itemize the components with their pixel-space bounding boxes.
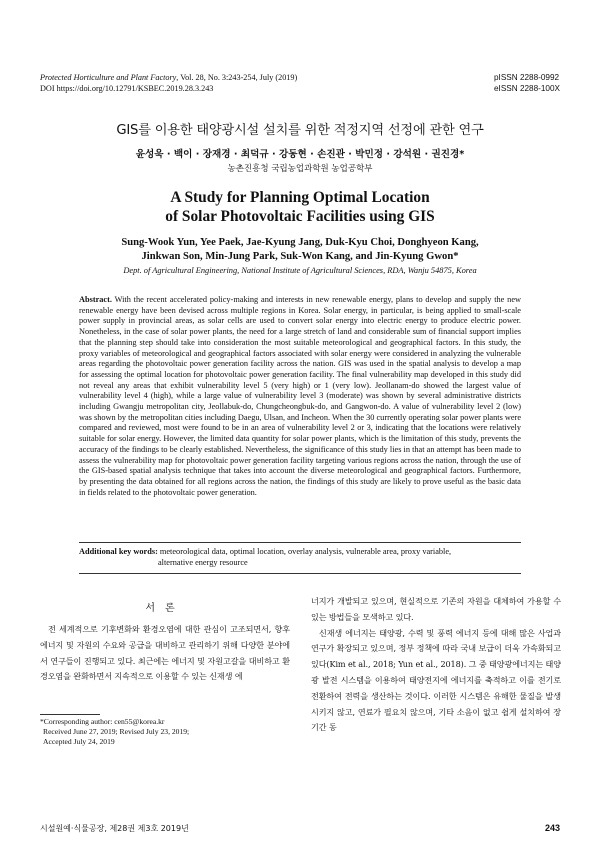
eissn: eISSN 2288-100X [494,84,560,93]
keywords [79,546,521,568]
abstract-label: Abstract. [79,295,112,304]
received-date: Received June 27, 2019; Revised July 23, 2019; [43,727,190,737]
corresponding-author: *Corresponding author: cen55@korea.kr [40,717,165,726]
english-title-line1: A Study for Planning Optimal Location [170,189,430,206]
doi-link[interactable]: DOI https://doi.org/10.12791/KSBEC.2019.28.3.243 [40,84,214,93]
intro-paragraph-1-cont: 너지가 개발되고 있으며, 현실적으로 기존의 자원을 대체하여 가용할 수 있는 방법들을 모색하고 있다. [311,596,561,622]
section-title-introduction: 서론 [145,603,185,614]
abstract-text: With the recent accelerated policy-making and interests in new renewable energy, plans to develop and supply the new renewable energy have been devised across multiple regions in Korea. Solar energy, in particular, is being applied to small-scale power supply in provincial areas, as solar cells are used to convert solar energy into electric energy to produce electric power. Nonetheless, in the case of solar power plants, the need for a large stretch of land and considerable sum of financial support implies that the planning step should take into consideration the most suitable meteorological and geographical factors. In this study, the proxy variables of meteorological and geographical factors associated with solar energy were considered in analyzing the vulnerable areas regarding the photovoltaic power generation facility across the nation. GIS was used in the spatial analysis to develop a map for assessing the optimal location for photovoltaic power generation facility. The final vulnerability map developed in this study did not reveal any areas that exhibit vulnerability level 5 (very high) or 1 (very low). Jeollanam-do showed the largest value of vulnerability level 4 (high), while a large value of vulnerability level 3 (moderate) was shown by several administrative districts including Gwangju metropolitan city, Jeollabuk-do, Chungcheongbuk-do, and Gangwon-do. A value of vulnerability level 2 (low) was shown by the metropolitan cities including Daegu, Ulsan, and Incheon. When the 30 currently operating solar power plants were compared and reviewed, most were found to be in an area of vulnerability level 2 or 3, indicating that the locations were relatively suitable for solar energy. However, the limited data quantity for solar power plants, which is the limitation of this study, prevents the accuracy of the findings to be clearly established. Nevertheless, the significance of this study lies in that an attempt has been made to assess the vulnerability map for photovoltaic power generation facility targeting various regions across the nation, through the use of the GIS-based spatial analysis technique that takes into account the diverse meteorological and geographical factors. Furthermore, by presenting the data obtained for all regions across the nation, the findings of this study are likely to prove useful as the basic data in fields related to the photovoltaic power generation. [79,295,521,497]
english-title-line2: of Solar Photovoltaic Facilities using GIS [165,208,435,225]
right-column [311,594,561,736]
journal-header [40,72,560,94]
english-title [0,188,600,226]
intro-paragraph-2: 신재생 에너지는 태양광, 수력 및 풍력 에너지 등에 대해 많은 사업과 연구가 확장되고 있으며, 정부 정책에 따라 국내 보급이 더욱 가속화되고 있다(Kim et al., 2018; Yun et al., 2018). 그 중 태양광에너지는 태양광 발전 시스템을 이용하여 태양전지에 에너지를 축적하고 이를 전기로 전환하여 전력을 생산하는 것이다. 이러한 시스템은 유해한 물질을 발생시키지 않고, 연료가 필요치 않으며, 기타 소음이 없고 쉽게 설치하여 장기간 동 [311,627,561,733]
keywords-rule-top [79,542,521,543]
footnotes [40,717,290,748]
abstract [79,295,521,498]
english-affiliation: Dept. of Agricultural Engineering, National Institute of Agricultural Sciences, RDA, Wanju 54875, Korea [123,266,477,275]
citation-block [40,72,297,94]
keywords-label: Additional key words: [79,547,158,556]
journal-name: Protected Horticulture and Plant Factory [40,73,177,82]
accepted-date: Accepted July 24, 2019 [43,737,115,747]
footnote-rule [40,714,100,715]
page-footer [40,823,560,834]
keywords-line2: alternative energy resource [158,558,248,567]
left-column [40,622,290,685]
keywords-rule-bottom [79,573,521,574]
intro-paragraph-1: 전 세계적으로 기후변화와 환경오염에 대한 관심이 고조되면서, 향후 에너지 및 자원의 수요와 공급을 대비하고 관리하기 위해 다양한 분야에서 연구들이 진행되고 있다. 최근에는 에너지 및 자원고갈을 대비하고 환경오염을 완화하면서 지속적으로 이용할 수 있는 신재생 에 [40,624,290,682]
footer-journal: 시설원예·식물공장, 제28권 제3호 2019년 [40,824,189,833]
english-authors-line1: Sung-Wook Yun, Yee Paek, Jae-Kyung Jang, Duk-Kyu Choi, Donghyeon Kang, [121,237,479,248]
korean-authors: 윤성욱 · 백이 · 장재경 · 최덕규 · 강동현 · 손진관 · 박민정 · 강석원 · 권진경* [135,149,465,160]
english-authors-line2: Jinkwan Son, Min-Jung Park, Suk-Won Kang, and Jin-Kyung Gwon* [141,251,459,262]
issn-block [494,72,560,94]
pissn: pISSN 2288-0992 [494,73,560,82]
korean-affiliation: 농촌진흥청 국립농업과학원 농업공학부 [227,164,373,174]
page-number: 243 [544,823,560,833]
korean-title: GIS를 이용한 태양광시설 설치를 위한 적정지역 선정에 관한 연구 [116,123,484,138]
keywords-line1: meteorological data, optimal location, overlay analysis, vulnerable area, proxy variable, [157,547,452,556]
journal-citation: , Vol. 28, No. 3:243-254, July (2019) [176,73,298,82]
english-authors [0,236,600,264]
